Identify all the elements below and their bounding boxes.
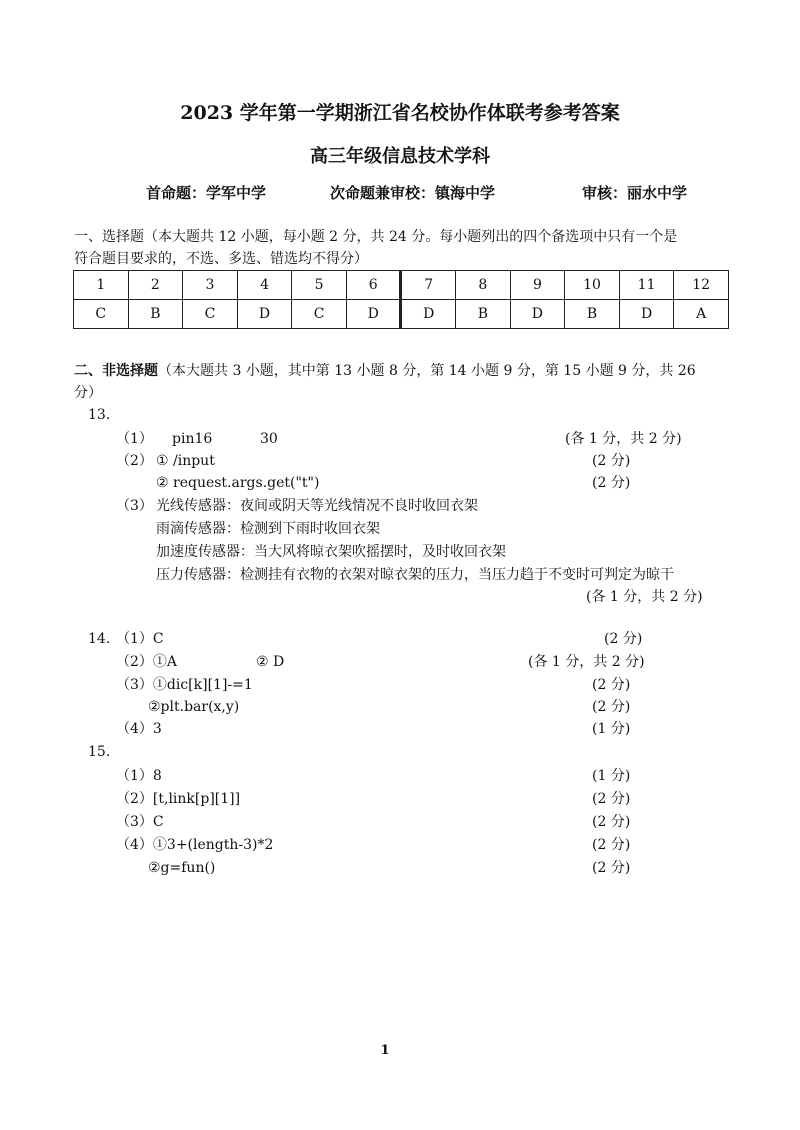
section2-heading-text: （本大题共 3 小题，其中第 13 小题 8 分，第 14 小题 9 分，第 15 小题 9 分，共 26 bbox=[158, 363, 696, 379]
credit-reviewer: 审核：丽水中学 bbox=[582, 184, 688, 202]
answer-cell: C bbox=[292, 300, 347, 329]
section1-instructions-line1: 一、选择题（本大题共 12 小题，每小题 2 分，共 24 分。每小题列出的四个备选项中只有一个是 bbox=[74, 229, 678, 245]
q13-part3-line: 光线传感器：夜间或阴天等光线情况不良时收回衣架 bbox=[156, 498, 478, 514]
question-number-cell: 3 bbox=[183, 271, 238, 300]
question-number-cell: 12 bbox=[674, 271, 729, 300]
section1-instructions-line2: 符合题目要求的，不选、多选、错选均不得分） bbox=[74, 251, 368, 267]
q13-part3-line: 压力传感器：检测挂有衣物的衣架对晾衣架的压力，当压力趋于不变时可判定为晾干 bbox=[156, 567, 674, 583]
question-number-row bbox=[74, 271, 729, 300]
answer-cell: B bbox=[565, 300, 620, 329]
answer-cell: D bbox=[510, 300, 565, 329]
credit-second-setter: 次命题兼审校：镇海中学 bbox=[330, 184, 496, 202]
q13-part2-answer-b-score: (2 分) bbox=[592, 475, 631, 491]
answer-cell: B bbox=[128, 300, 183, 329]
answer-row bbox=[74, 300, 729, 329]
section2-heading-line2: 分） bbox=[74, 385, 102, 401]
q13-number: 13. bbox=[88, 407, 111, 423]
q15-part4-answer-b: ②g=fun() bbox=[148, 860, 216, 876]
q14-part2-answer-a: （2）①A bbox=[116, 654, 178, 670]
answer-cell: D bbox=[401, 300, 456, 329]
q13-part1-answer-b: 30 bbox=[260, 431, 278, 447]
q15-number: 15. bbox=[88, 744, 111, 760]
q14-part3-answer-b-score: (2 分) bbox=[592, 699, 631, 715]
question-number-cell: 7 bbox=[401, 271, 456, 300]
q13-part3-line: 加速度传感器：当大风将晾衣架吹摇摆时，及时收回衣架 bbox=[156, 544, 506, 560]
answer-cell: A bbox=[674, 300, 729, 329]
q13-part3-score: (各 1 分，共 2 分) bbox=[586, 589, 703, 605]
q14-part3-answer-a: （3）①dic[k][1]-=1 bbox=[116, 677, 253, 693]
q15-part1-score: (1 分) bbox=[592, 768, 631, 784]
q13-part2-answer-a-score: (2 分) bbox=[592, 453, 631, 469]
q13-part3-line: 雨滴传感器：检测到下雨时收回衣架 bbox=[156, 521, 380, 537]
multiple-choice-answer-table bbox=[73, 270, 729, 329]
q13-part1-answer-a: pin16 bbox=[172, 431, 213, 447]
q15-part3: （3）C bbox=[116, 814, 164, 830]
question-number-cell: 8 bbox=[456, 271, 511, 300]
q14-part2-score: (各 1 分，共 2 分) bbox=[528, 654, 645, 670]
answer-cell: C bbox=[183, 300, 238, 329]
q13-part2-answer-a: ① /input bbox=[156, 453, 215, 469]
document-title: 2023 学年第一学期浙江省名校协作体联考参考答案 bbox=[180, 102, 620, 124]
q13-part2-answer-b: ② request.args.get("t") bbox=[156, 475, 320, 491]
section2-heading-label: 二、非选择题 bbox=[74, 363, 158, 379]
question-number-cell: 6 bbox=[346, 271, 401, 300]
question-number-cell: 11 bbox=[619, 271, 674, 300]
page-number: 1 bbox=[380, 1043, 390, 1058]
question-number-cell: 2 bbox=[128, 271, 183, 300]
answer-cell: D bbox=[346, 300, 401, 329]
q14-part3-answer-a-score: (2 分) bbox=[592, 677, 631, 693]
q14-number: 14. bbox=[88, 631, 111, 647]
q13-part1-score: (各 1 分，共 2 分) bbox=[565, 431, 682, 447]
q15-part1: （1）8 bbox=[116, 768, 162, 784]
q14-part1-score: (2 分) bbox=[604, 631, 643, 647]
document-subtitle: 高三年级信息技术学科 bbox=[310, 146, 490, 167]
q14-part1: （1）C bbox=[116, 631, 164, 647]
section2-heading bbox=[74, 362, 696, 380]
q14-part3-answer-b: ②plt.bar(x,y) bbox=[148, 699, 240, 715]
answer-cell: D bbox=[619, 300, 674, 329]
q15-part4-answer-b-score: (2 分) bbox=[592, 860, 631, 876]
question-number-cell: 9 bbox=[510, 271, 565, 300]
question-number-cell: 10 bbox=[565, 271, 620, 300]
q13-part3-label: （3） bbox=[116, 498, 153, 514]
q13-part2-label: （2） bbox=[116, 453, 153, 469]
q13-part1-label: （1） bbox=[116, 431, 153, 447]
credit-first-setter: 首命题：学军中学 bbox=[146, 184, 267, 202]
q15-part2: （2）[t,link[p][1]] bbox=[116, 791, 241, 807]
q14-part2-answer-b: ② D bbox=[256, 654, 285, 670]
question-number-cell: 4 bbox=[237, 271, 292, 300]
q15-part2-score: (2 分) bbox=[592, 791, 631, 807]
q15-part4-answer-a-score: (2 分) bbox=[592, 837, 631, 853]
question-number-cell: 5 bbox=[292, 271, 347, 300]
q14-part4-score: (1 分) bbox=[592, 721, 631, 737]
answer-cell: D bbox=[237, 300, 292, 329]
q15-part4-answer-a: （4）①3+(length-3)*2 bbox=[116, 837, 274, 853]
question-number-cell: 1 bbox=[74, 271, 129, 300]
answer-cell: C bbox=[74, 300, 129, 329]
answer-cell: B bbox=[456, 300, 511, 329]
q15-part3-score: (2 分) bbox=[592, 814, 631, 830]
q14-part4: （4）3 bbox=[116, 721, 162, 737]
